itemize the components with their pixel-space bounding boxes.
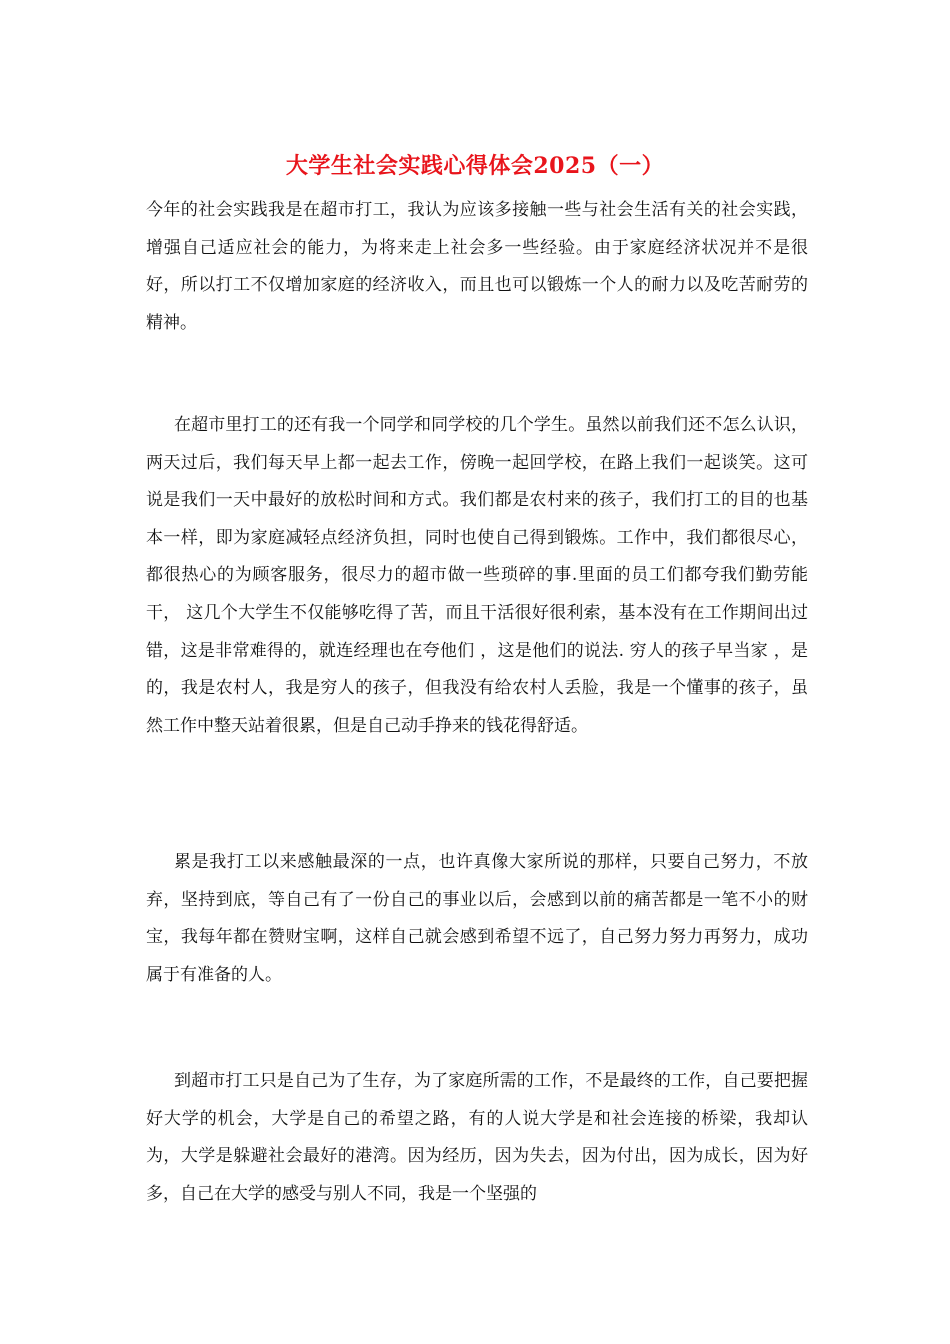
document-title: 大学生社会实践心得体会2025（一） [285,153,665,179]
paragraph-3: 累是我打工以来感触最深的一点，也许真像大家所说的那样，只要自己努力，不放弃，坚持到底，等自己有了一份自己的事业以后，会感到以前的痛苦都是一笔不小的财宝，我每年都在赞财宝啊，这样自己就会感到希望不远了，自己努力努力再努力，成功属于有准备的人。 [146,852,808,985]
paragraph-1: 今年的社会实践我是在超市打工，我认为应该多接触一些与社会生活有关的社会实践，增强自己适应社会的能力，为将来走上社会多一些经验。由于家庭经济状况并不是很好，所以打工不仅增加家庭的经济收入，而且也可以锻炼一个人的耐力以及吃苦耐劳的精神。 [146,200,808,333]
paragraph-2: 在超市里打工的还有我一个同学和同学校的几个学生。虽然以前我们还不怎么认识，两天过后，我们每天早上都一起去工作，傍晚一起回学校，在路上我们一起谈笑。这可说是我们一天中最好的放松时间和方式。我们都是农村来的孩子，我们打工的目的也基本一样，即为家庭减轻点经济负担，同时也使自己得到锻炼。工作中，我们都很尽心，都很热心的为顾客服务，很尽力的超市做一些琐碎的事.里面的员工们都夸我们勤劳能干， 这几个大学生不仅能够吃得了苦，而且干活很好很利索，基本没有在工作期间出过错，这是非常难得的，就连经理也在夸他们 ，这是他们的说法. 穷人的孩子早当家 ，是的，我是农村人，我是穷人的孩子，但我没有给农村人丢脸，我是一个懂事的孩子，虽然工作中整天站着很累，但是自己动手挣来的钱花得舒适。 [146,415,808,736]
paragraph-4: 到超市打工只是自己为了生存，为了家庭所需的工作，不是最终的工作，自己要把握好大学的机会，大学是自己的希望之路，有的人说大学是和社会连接的桥梁，我却认为，大学是躲避社会最好的港湾。因为经历，因为失去，因为付出，因为成长，因为好多，自己在大学的感受与别人不同，我是一个坚强的 [146,1071,808,1204]
